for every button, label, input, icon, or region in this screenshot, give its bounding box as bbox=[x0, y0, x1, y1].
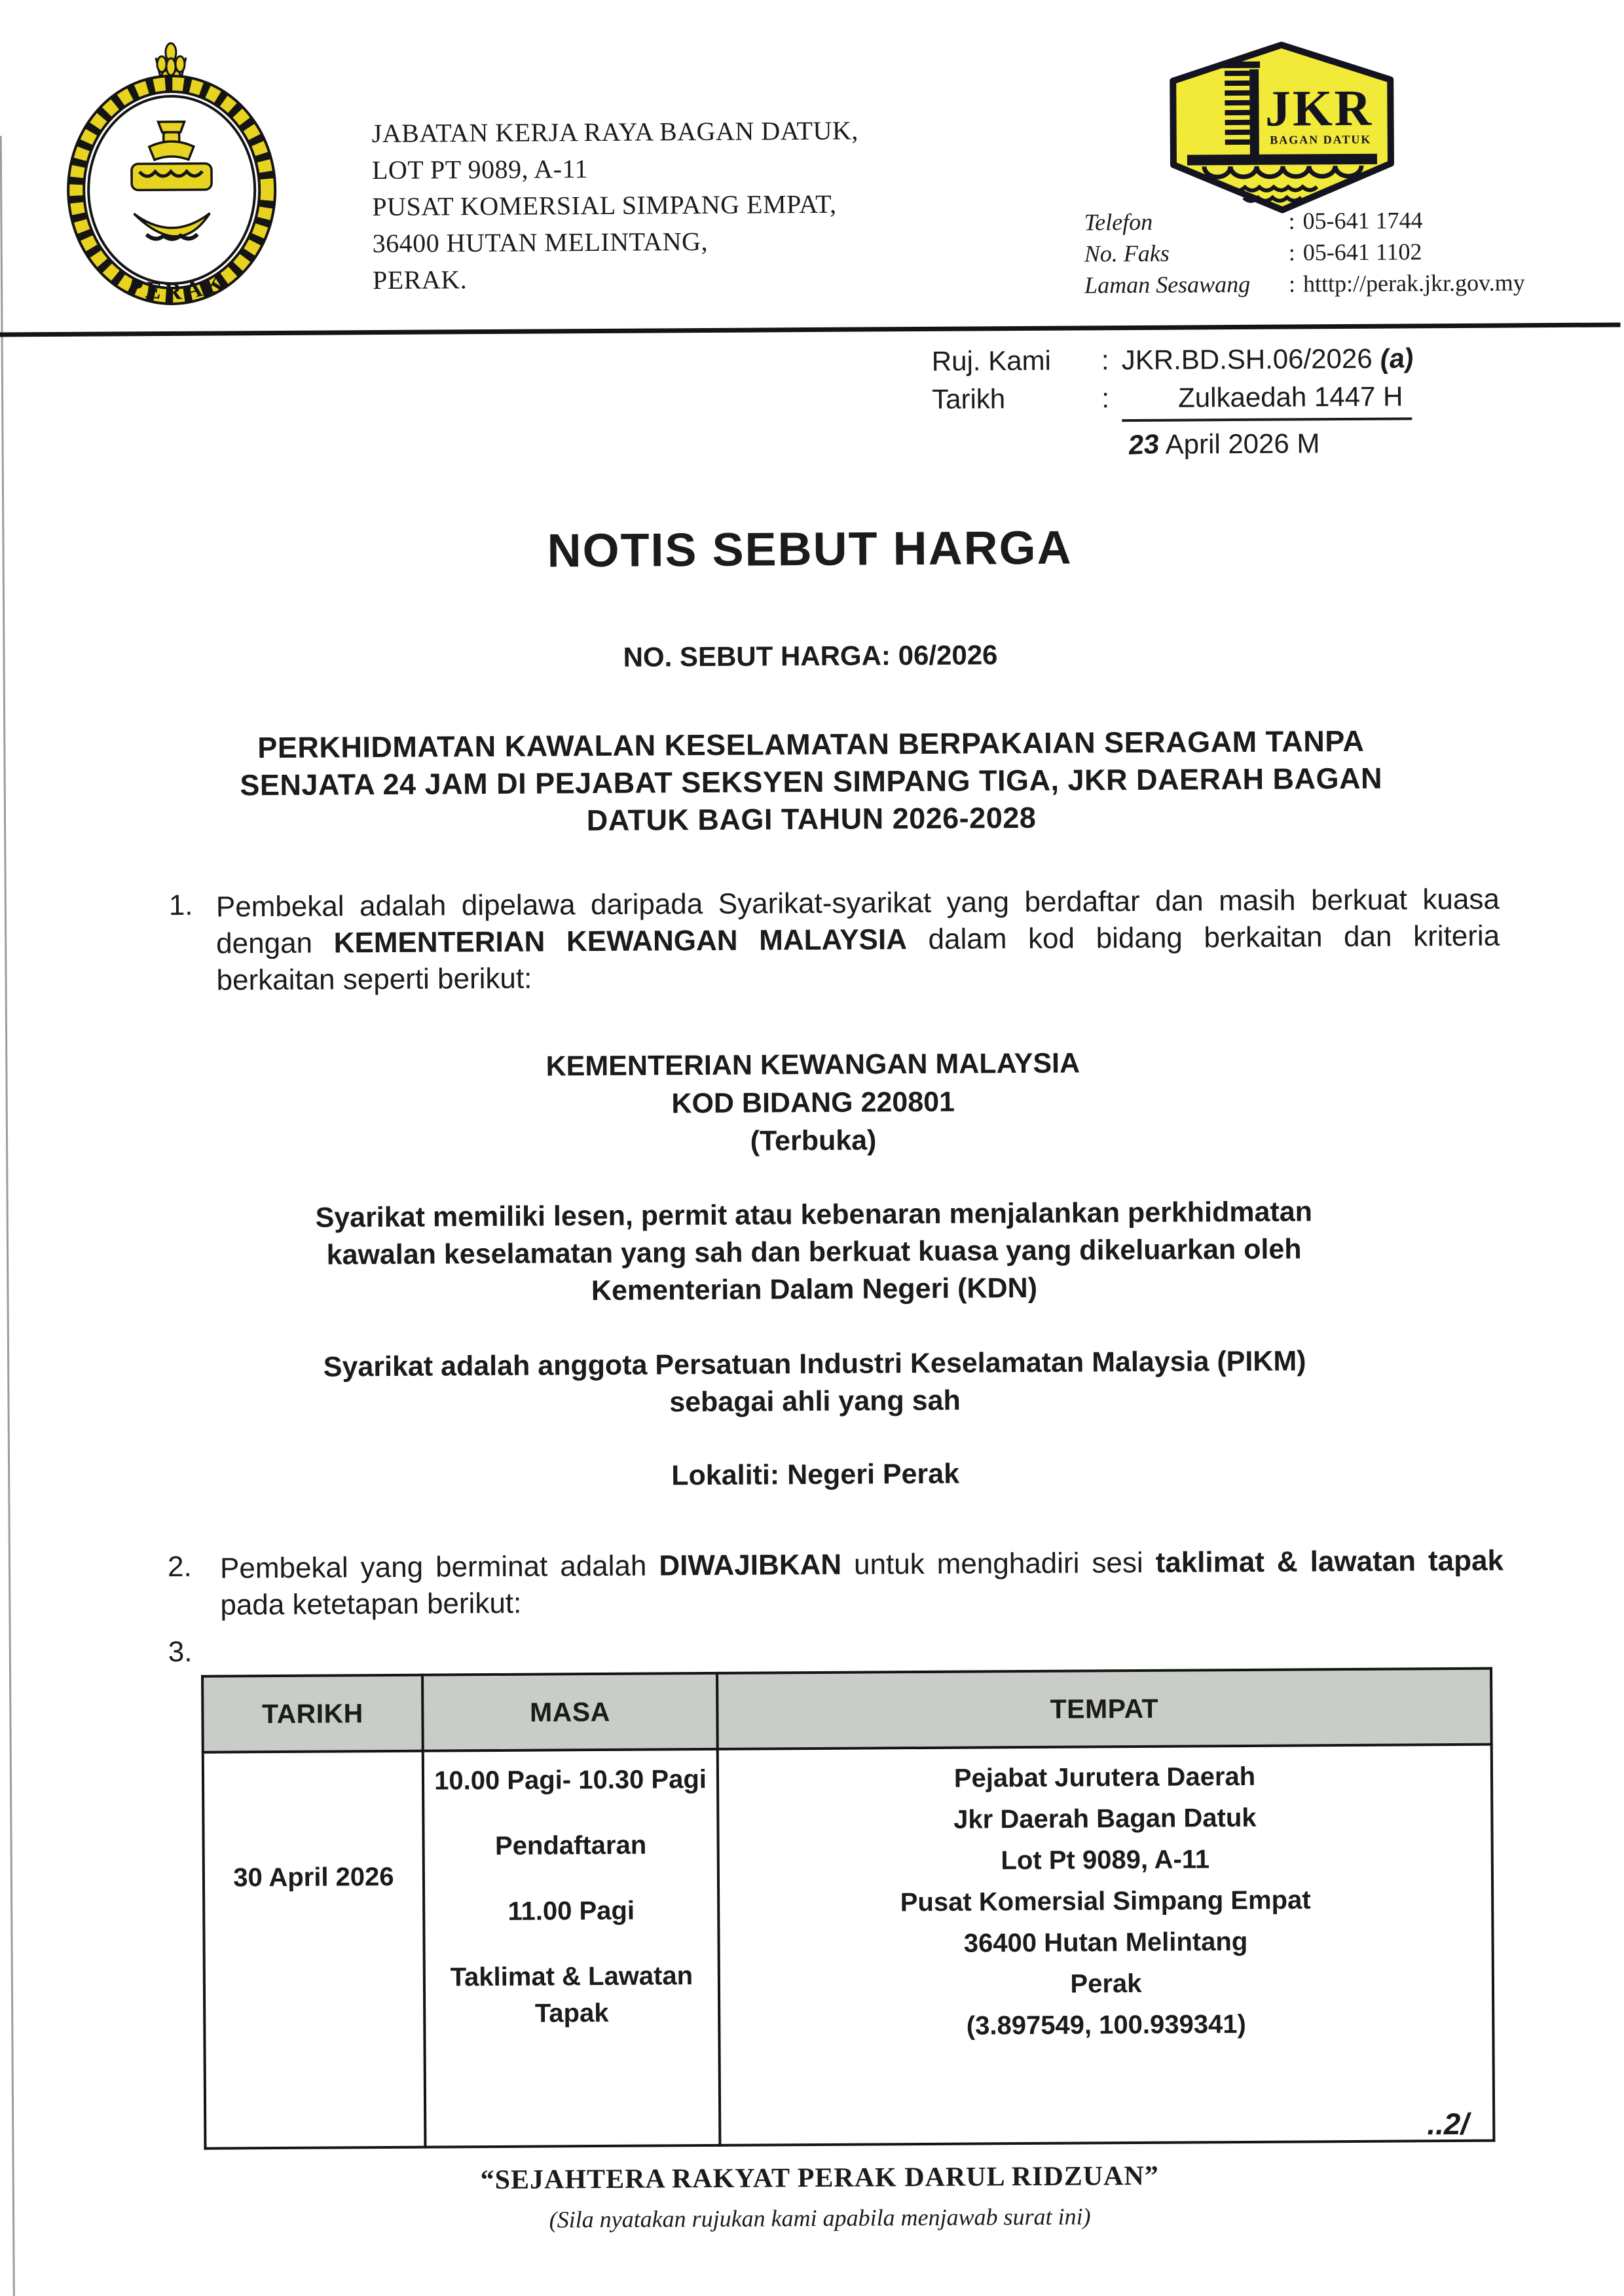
pikm-line: sebagai ahli yang sah bbox=[669, 1384, 961, 1418]
table-row bbox=[203, 1745, 1494, 2149]
pikm-line: Syarikat adalah anggota Persatuan Industri Keselamatan Malaysia (PIKM) bbox=[323, 1345, 1306, 1383]
ruj-kami-handwritten-suffix: (a) bbox=[1378, 342, 1415, 375]
masa-line: Pendaftaran bbox=[494, 1830, 647, 1861]
license-requirement-block bbox=[2, 1191, 1624, 1313]
masa-line: 11.00 Pagi bbox=[507, 1896, 635, 1926]
tempat-line: Pejabat Jurutera Daerah bbox=[953, 1762, 1256, 1793]
license-line: kawalan keselamatan yang sah dan berkuat kuasa yang dikeluarkan oleh bbox=[326, 1233, 1302, 1271]
contact-info bbox=[1084, 204, 1595, 301]
state-motto: “SEJAHTERA RAKYAT PERAK DARUL RIDZUAN” bbox=[480, 2160, 1159, 2196]
paragraph-2-text: pada ketetapan berikut: bbox=[220, 1587, 522, 1621]
address-line: PERAK. bbox=[372, 265, 468, 295]
column-header-tempat: TEMPAT bbox=[717, 1669, 1492, 1749]
reference-block bbox=[932, 339, 1509, 464]
tarikh-label: Tarikh bbox=[932, 383, 1006, 415]
ministry-block bbox=[1, 1041, 1624, 1164]
field-code-line: KOD BIDANG 220801 bbox=[671, 1086, 955, 1120]
ref-colon: : bbox=[1101, 382, 1110, 414]
locality-line: Lokaliti: Negeri Perak bbox=[671, 1458, 960, 1492]
table-header-row bbox=[202, 1669, 1492, 1752]
column-header-masa: MASA bbox=[422, 1673, 718, 1751]
paragraph-1-text: dalam kod bidang berkaitan dan kriteria berkaitan seperti berikut: bbox=[216, 919, 1500, 997]
tarikh-cell: 30 April 2026 bbox=[203, 1751, 426, 2149]
address-line: 36400 HUTAN MELINTANG, bbox=[372, 226, 709, 259]
subject-line: SENJATA 24 JAM DI PEJABAT SEKSYEN SIMPANG TIGA, JKR DAERAH BAGAN bbox=[240, 761, 1383, 802]
paragraph-2-number: 2. bbox=[167, 1550, 192, 1583]
subject-heading bbox=[0, 720, 1623, 842]
paragraph-2-bold: taklimat & lawatan tapak bbox=[1155, 1544, 1504, 1579]
perak-crest-icon bbox=[65, 37, 278, 308]
paragraph-2 bbox=[220, 1543, 1504, 1624]
crest-label: PERAK bbox=[125, 267, 232, 305]
column-header-tarikh: TARIKH bbox=[202, 1675, 423, 1752]
contact-colon: : bbox=[1288, 208, 1295, 234]
tempat-line: Lot Pt 9089, A-11 bbox=[1001, 1845, 1210, 1876]
tempat-line: 36400 Hutan Melintang bbox=[963, 1927, 1248, 1958]
tempat-line: Jkr Daerah Bagan Datuk bbox=[953, 1803, 1257, 1834]
jkr-logo-icon bbox=[1167, 41, 1397, 214]
paragraph-1 bbox=[216, 881, 1500, 999]
department-address bbox=[371, 113, 859, 299]
reference-number-row bbox=[932, 339, 1508, 380]
ministry-line: KEMENTERIAN KEWANGAN MALAYSIA bbox=[545, 1047, 1080, 1083]
paragraph-3-number: 3. bbox=[168, 1635, 193, 1669]
jkr-logo-subtitle: BAGAN DATUK bbox=[1270, 132, 1372, 147]
tempat-line: Pusat Komersial Simpang Empat bbox=[900, 1885, 1311, 1917]
license-line: Kementerian Dalam Negeri (KDN) bbox=[591, 1272, 1038, 1307]
tempat-line: Perak bbox=[1070, 1969, 1142, 1999]
contact-row-website bbox=[1084, 267, 1595, 301]
subject-line: DATUK BAGI TAHUN 2026-2028 bbox=[586, 800, 1037, 838]
subject-line: PERKHIDMATAN KAWALAN KESELAMATAN BERPAKAIAN SERAGAM TANPA bbox=[257, 724, 1365, 765]
contact-colon: : bbox=[1288, 239, 1295, 266]
paragraph-1-text: Pembekal adalah dipelawa daripada Syarikat-syarikat yang berdaftar dan masih berkuat kuasa dengan bbox=[215, 883, 1500, 960]
header-divider bbox=[0, 322, 1621, 337]
handwritten-day: 23 bbox=[1127, 428, 1161, 460]
masa-line: 10.00 Pagi- 10.30 Pagi bbox=[434, 1765, 707, 1796]
ruj-kami-label: Ruj. Kami bbox=[931, 344, 1052, 377]
tempat-line: (3.897549, 100.939341) bbox=[966, 2009, 1246, 2041]
paragraph-2-text: Pembekal yang berminat adalah bbox=[219, 1549, 659, 1585]
contact-label: No. Faks bbox=[1084, 240, 1170, 267]
masa-line: Taklimat & Lawatan bbox=[450, 1961, 693, 1992]
open-category-line: (Terbuka) bbox=[750, 1124, 877, 1157]
pikm-membership-block bbox=[3, 1341, 1624, 1425]
license-line: Syarikat memiliki lesen, permit atau kebenaran menjalankan perkhidmatan bbox=[315, 1196, 1313, 1234]
ruj-kami-value bbox=[1122, 339, 1508, 379]
contact-value: 05-641 1102 bbox=[1302, 238, 1422, 266]
ref-colon: : bbox=[1101, 344, 1109, 376]
gregorian-date bbox=[1128, 423, 1508, 464]
hijri-date: Zulkaedah 1447 H bbox=[1122, 377, 1412, 422]
contact-row-faks bbox=[1084, 235, 1595, 270]
tarikh-value bbox=[1122, 377, 1508, 422]
reference-note: (Sila nyatakan rujukan kami apabila menjawab surat ini) bbox=[549, 2203, 1091, 2233]
masa-cell bbox=[423, 1749, 720, 2147]
address-line: JABATAN KERJA RAYA BAGAN DATUK, bbox=[371, 115, 858, 149]
quotation-number: NO. SEBUT HARGA: 06/2026 bbox=[623, 639, 998, 673]
page-title: NOTIS SEBUT HARGA bbox=[547, 521, 1073, 578]
contact-value: 05-641 1744 bbox=[1302, 207, 1423, 234]
paragraph-2-bold: DIWAJIBKAN bbox=[659, 1548, 842, 1582]
contact-label: Laman Sesawang bbox=[1084, 270, 1251, 299]
page-continuation-marker: ..2/ bbox=[1427, 2106, 1469, 2141]
masa-line: Tapak bbox=[534, 1998, 609, 2028]
jkr-logo-title: JKR bbox=[1264, 79, 1374, 137]
paragraph-2-text: untuk menghadiri sesi bbox=[841, 1546, 1156, 1581]
contact-colon: : bbox=[1288, 270, 1296, 297]
paragraph-1-bold: KEMENTERIAN KEWANGAN MALAYSIA bbox=[333, 923, 908, 959]
briefing-schedule-table bbox=[201, 1667, 1495, 2150]
tempat-cell bbox=[718, 1745, 1494, 2145]
ruj-kami-number: JKR.BD.SH.06/2026 bbox=[1121, 343, 1373, 376]
paragraph-1-number: 1. bbox=[168, 889, 193, 921]
date-row bbox=[932, 377, 1508, 422]
contact-label: Telefon bbox=[1084, 208, 1153, 236]
gregorian-date-rest: April 2026 M bbox=[1165, 428, 1320, 460]
website-link[interactable]: htttp://perak.jkr.gov.my bbox=[1302, 269, 1525, 297]
contact-row-telefon bbox=[1084, 204, 1595, 238]
address-line: LOT PT 9089, A-11 bbox=[371, 154, 589, 185]
address-line: PUSAT KOMERSIAL SIMPANG EMPAT, bbox=[372, 189, 837, 222]
